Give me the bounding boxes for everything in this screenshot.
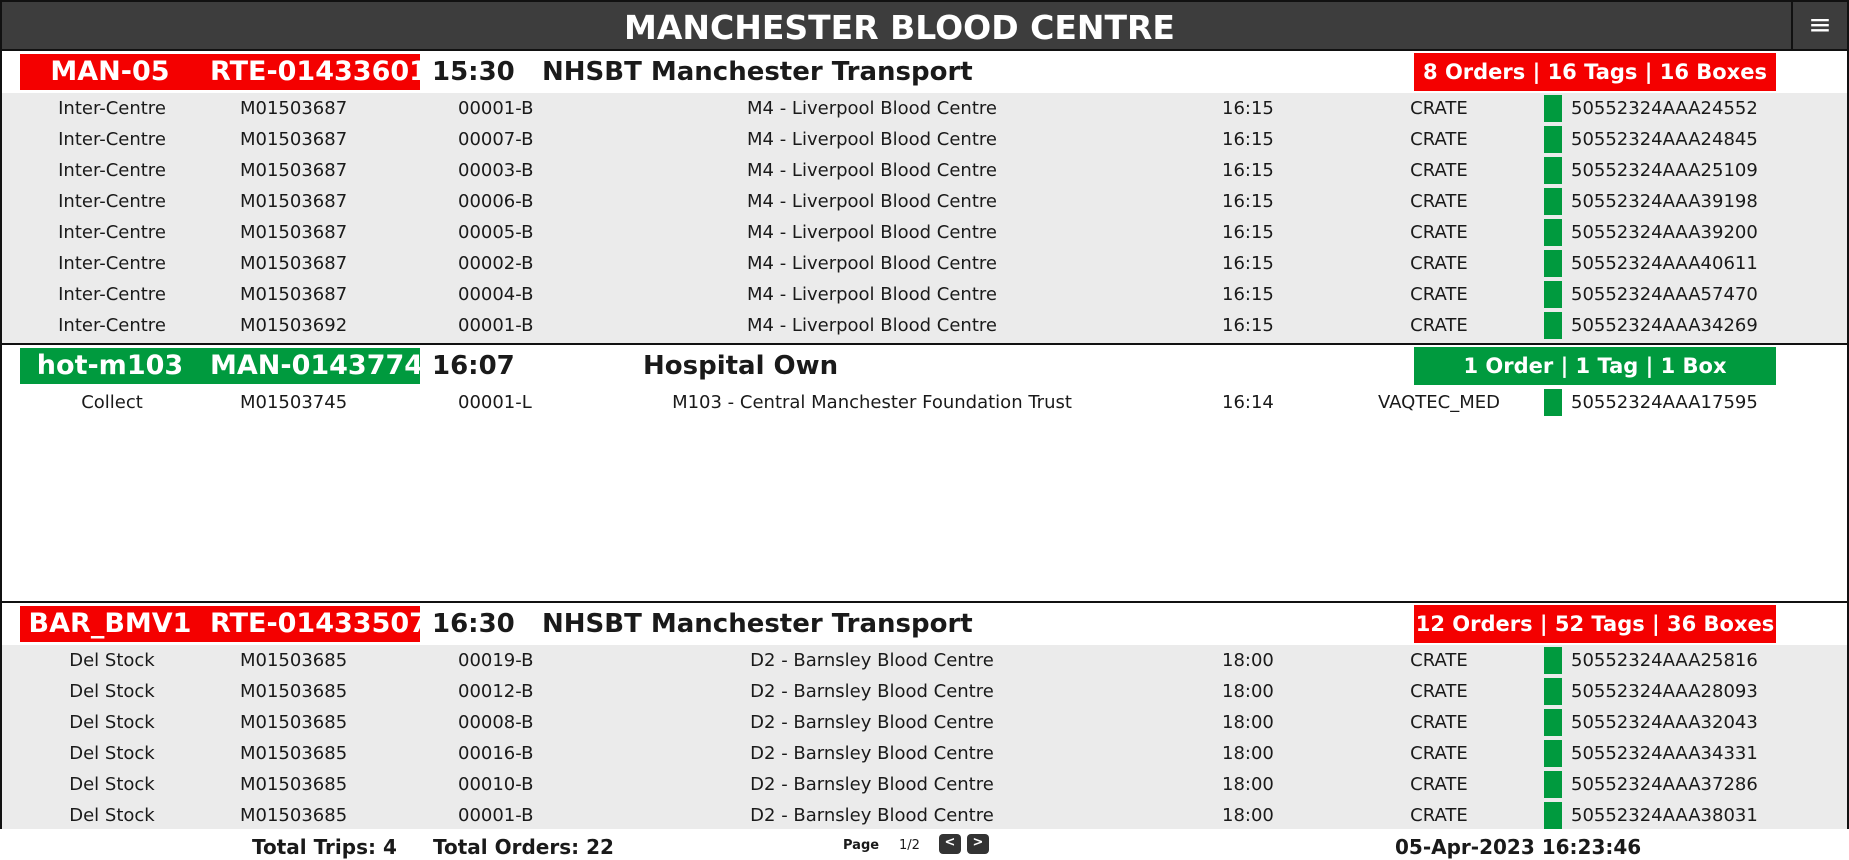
row-item: 00001-L (458, 392, 532, 413)
row-type: Inter-Centre (58, 315, 166, 336)
row-destination: M4 - Liverpool Blood Centre (747, 129, 997, 150)
trip-code: BAR_BMV1 (28, 608, 192, 639)
trip-code-badge (20, 348, 442, 384)
row-item: 00005-B (458, 222, 534, 243)
row-tag: 50552324AAA24845 (1571, 129, 1758, 150)
row-tag: 50552324AAA38031 (1571, 805, 1758, 826)
row-order: M01503687 (240, 284, 348, 305)
row-time: 16:14 (1222, 392, 1274, 413)
table-row (2, 217, 1847, 248)
row-destination: M4 - Liverpool Blood Centre (747, 284, 997, 305)
menu-icon[interactable]: ≡ (1791, 2, 1847, 49)
row-order: M01503687 (240, 191, 348, 212)
row-time: 16:15 (1222, 315, 1274, 336)
row-time: 18:00 (1222, 774, 1274, 795)
row-type: Inter-Centre (58, 129, 166, 150)
row-type: Inter-Centre (58, 160, 166, 181)
row-order: M01503685 (240, 743, 348, 764)
row-container: CRATE (1410, 650, 1468, 671)
row-destination: M4 - Liverpool Blood Centre (747, 160, 997, 181)
trip-section (0, 345, 1849, 603)
row-time: 16:15 (1222, 222, 1274, 243)
row-container: CRATE (1410, 191, 1468, 212)
row-time: 16:15 (1222, 129, 1274, 150)
table-row (2, 707, 1847, 738)
row-destination: M4 - Liverpool Blood Centre (747, 222, 997, 243)
trip-carrier: Hospital Own (643, 351, 839, 381)
prev-page-button[interactable]: < (939, 834, 961, 854)
row-order: M01503687 (240, 160, 348, 181)
status-indicator (1544, 647, 1562, 674)
status-indicator (1544, 740, 1562, 767)
table-row (2, 310, 1847, 341)
row-time: 16:15 (1222, 160, 1274, 181)
trip-route: MAN-01437747 (210, 350, 442, 381)
row-destination: M103 - Central Manchester Foundation Trust (672, 392, 1072, 413)
page-title: MANCHESTER BLOOD CENTRE (624, 8, 1175, 47)
row-type: Inter-Centre (58, 98, 166, 119)
row-item: 00004-B (458, 284, 534, 305)
row-order: M01503685 (240, 681, 348, 702)
app-header (0, 0, 1849, 51)
table-row (2, 676, 1847, 707)
row-container: VAQTEC_MED (1377, 392, 1501, 413)
status-indicator (1544, 389, 1562, 416)
status-indicator (1544, 281, 1562, 308)
row-tag: 50552324AAA34269 (1571, 315, 1758, 336)
page-label: Page (843, 838, 880, 853)
trip-summary-badge: 1 Order | 1 Tag | 1 Box (1414, 347, 1776, 385)
row-item: 00008-B (458, 712, 534, 733)
table-row (2, 93, 1847, 124)
row-container: CRATE (1410, 98, 1468, 119)
row-container: CRATE (1410, 160, 1468, 181)
footer-bar (0, 829, 1849, 859)
row-destination: M4 - Liverpool Blood Centre (747, 253, 997, 274)
status-indicator (1544, 188, 1562, 215)
row-destination: D2 - Barnsley Blood Centre (750, 681, 994, 702)
row-tag: 50552324AAA34331 (1571, 743, 1758, 764)
trip-code: MAN-05 (50, 56, 170, 87)
row-item: 00001-B (458, 315, 534, 336)
row-order: M01503685 (240, 712, 348, 733)
row-container: CRATE (1410, 712, 1468, 733)
row-time: 18:00 (1222, 681, 1274, 702)
row-type: Del Stock (69, 650, 155, 671)
status-indicator (1544, 678, 1562, 705)
status-indicator (1544, 312, 1562, 339)
row-type: Inter-Centre (58, 191, 166, 212)
row-destination: D2 - Barnsley Blood Centre (750, 712, 994, 733)
row-order: M01503692 (240, 315, 348, 336)
row-tag: 50552324AAA17595 (1571, 392, 1758, 413)
trip-summary-badge: 12 Orders | 52 Tags | 36 Boxes (1414, 605, 1776, 643)
row-destination: M4 - Liverpool Blood Centre (747, 191, 997, 212)
row-container: CRATE (1410, 315, 1468, 336)
trip-rows (2, 387, 1847, 601)
trip-carrier: NHSBT Manchester Transport (542, 57, 973, 87)
table-row (2, 738, 1847, 769)
status-indicator (1544, 250, 1562, 277)
trip-carrier: NHSBT Manchester Transport (542, 609, 973, 639)
row-type: Inter-Centre (58, 284, 166, 305)
row-item: 00007-B (458, 129, 534, 150)
row-type: Collect (81, 392, 143, 413)
row-type: Inter-Centre (58, 253, 166, 274)
row-item: 00001-B (458, 98, 534, 119)
table-row (2, 279, 1847, 310)
trip-time: 15:30 (432, 57, 515, 87)
trip-time: 16:30 (432, 609, 515, 639)
row-tag: 50552324AAA39200 (1571, 222, 1758, 243)
trip-rows (2, 645, 1847, 829)
row-type: Inter-Centre (58, 222, 166, 243)
status-indicator (1544, 219, 1562, 246)
row-order: M01503687 (240, 129, 348, 150)
next-page-button[interactable]: > (967, 834, 989, 854)
status-indicator (1544, 126, 1562, 153)
row-destination: D2 - Barnsley Blood Centre (750, 805, 994, 826)
trip-time: 16:07 (432, 351, 515, 381)
row-time: 18:00 (1222, 743, 1274, 764)
trip-header (2, 345, 1847, 387)
row-container: CRATE (1410, 284, 1468, 305)
row-order: M01503685 (240, 774, 348, 795)
row-item: 00002-B (458, 253, 534, 274)
page-number: 1/2 (899, 838, 920, 853)
table-row (2, 155, 1847, 186)
row-type: Del Stock (69, 805, 155, 826)
row-order: M01503687 (240, 253, 348, 274)
table-row (2, 800, 1847, 831)
row-container: CRATE (1410, 805, 1468, 826)
row-time: 18:00 (1222, 805, 1274, 826)
table-row (2, 387, 1847, 418)
table-row (2, 769, 1847, 800)
trip-code-badge (20, 606, 428, 642)
row-time: 18:00 (1222, 650, 1274, 671)
row-order: M01503687 (240, 98, 348, 119)
total-trips: Total Trips: 4 (252, 835, 397, 859)
row-container: CRATE (1410, 129, 1468, 150)
row-time: 16:15 (1222, 253, 1274, 274)
row-item: 00019-B (458, 650, 534, 671)
trip-header (2, 51, 1847, 93)
row-order: M01503685 (240, 650, 348, 671)
row-container: CRATE (1410, 774, 1468, 795)
row-item: 00006-B (458, 191, 534, 212)
trip-header (2, 603, 1847, 645)
row-item: 00016-B (458, 743, 534, 764)
trip-code-badge (20, 54, 428, 90)
status-indicator (1544, 95, 1562, 122)
row-tag: 50552324AAA28093 (1571, 681, 1758, 702)
row-item: 00012-B (458, 681, 534, 702)
row-item: 00010-B (458, 774, 534, 795)
trip-rows (2, 93, 1847, 343)
row-type: Del Stock (69, 774, 155, 795)
row-tag: 50552324AAA25109 (1571, 160, 1758, 181)
row-container: CRATE (1410, 743, 1468, 764)
status-indicator (1544, 771, 1562, 798)
row-type: Del Stock (69, 681, 155, 702)
table-row (2, 248, 1847, 279)
table-row (2, 124, 1847, 155)
row-container: CRATE (1410, 681, 1468, 702)
row-time: 16:15 (1222, 98, 1274, 119)
status-indicator (1544, 157, 1562, 184)
row-time: 16:15 (1222, 284, 1274, 305)
row-tag: 50552324AAA25816 (1571, 650, 1758, 671)
trip-summary-badge: 8 Orders | 16 Tags | 16 Boxes (1414, 53, 1776, 91)
row-destination: M4 - Liverpool Blood Centre (747, 98, 997, 119)
row-time: 16:15 (1222, 191, 1274, 212)
status-indicator (1544, 709, 1562, 736)
row-type: Del Stock (69, 743, 155, 764)
trip-route: RTE-01433601 (210, 56, 428, 87)
trip-section (0, 51, 1849, 345)
row-type: Del Stock (69, 712, 155, 733)
row-destination: M4 - Liverpool Blood Centre (747, 315, 997, 336)
row-tag: 50552324AAA57470 (1571, 284, 1758, 305)
trip-route: RTE-01433507 (210, 608, 428, 639)
trip-code: hot-m103 (36, 350, 184, 381)
row-destination: D2 - Barnsley Blood Centre (750, 774, 994, 795)
row-order: M01503685 (240, 805, 348, 826)
row-tag: 50552324AAA32043 (1571, 712, 1758, 733)
row-order: M01503687 (240, 222, 348, 243)
row-item: 00001-B (458, 805, 534, 826)
row-tag: 50552324AAA40611 (1571, 253, 1758, 274)
trip-section (0, 603, 1849, 829)
total-orders: Total Orders: 22 (433, 835, 614, 859)
row-destination: D2 - Barnsley Blood Centre (750, 650, 994, 671)
row-container: CRATE (1410, 222, 1468, 243)
row-item: 00003-B (458, 160, 534, 181)
row-tag: 50552324AAA37286 (1571, 774, 1758, 795)
table-row (2, 186, 1847, 217)
row-order: M01503745 (240, 392, 348, 413)
row-container: CRATE (1410, 253, 1468, 274)
row-tag: 50552324AAA24552 (1571, 98, 1758, 119)
row-destination: D2 - Barnsley Blood Centre (750, 743, 994, 764)
table-row (2, 645, 1847, 676)
current-datetime: 05-Apr-2023 16:23:46 (1395, 835, 1642, 859)
row-tag: 50552324AAA39198 (1571, 191, 1758, 212)
row-time: 18:00 (1222, 712, 1274, 733)
status-indicator (1544, 802, 1562, 829)
